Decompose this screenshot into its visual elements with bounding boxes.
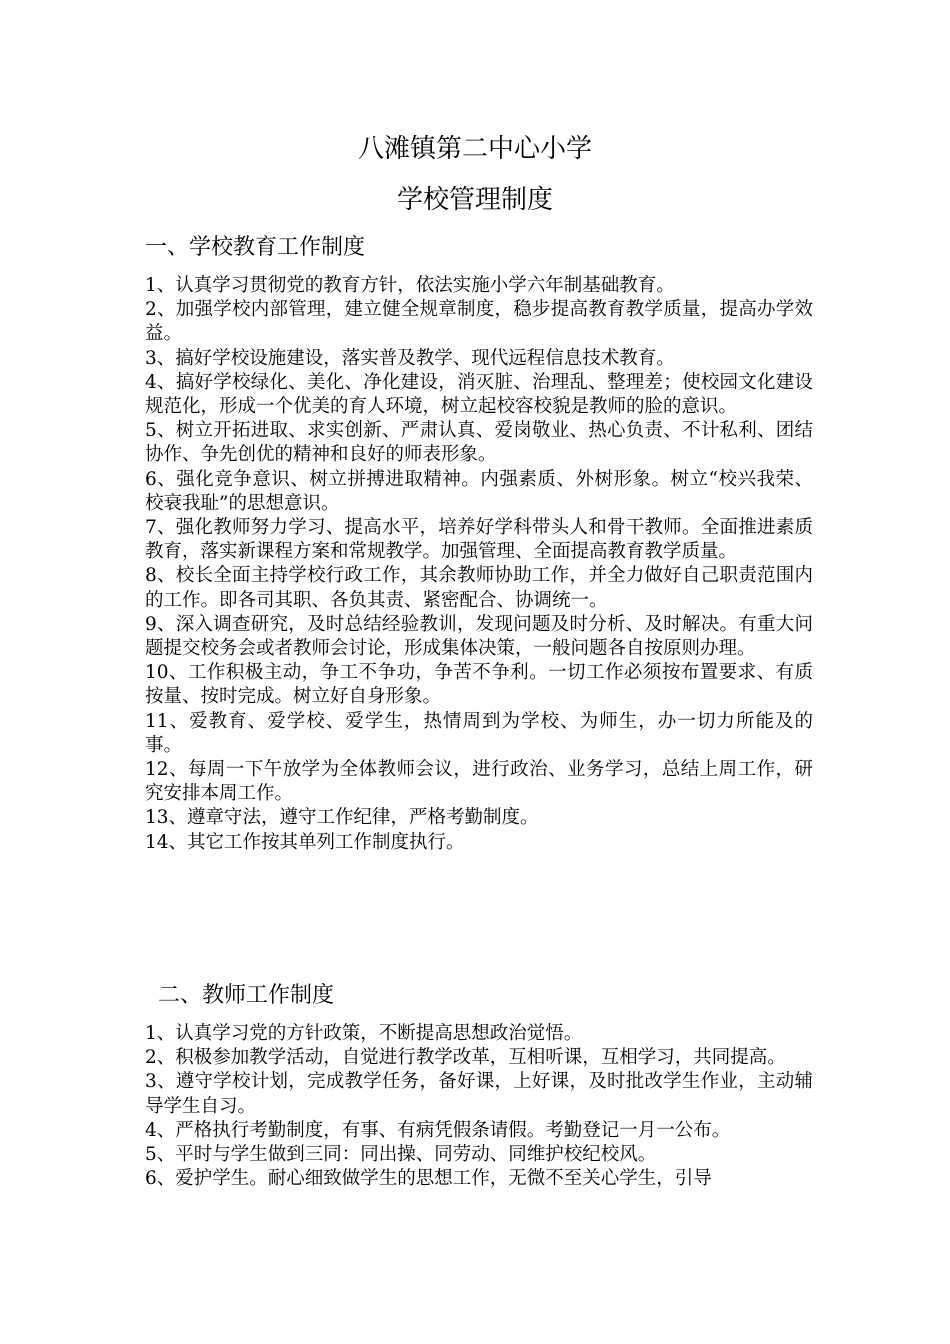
list-item: 1、认真学习党的方针政策，不断提高思想政治觉悟。 [145, 1023, 583, 1044]
list-item: 4、严格执行考勤制度，有事、有病凭假条请假。考勤登记一月一公布。 [145, 1119, 731, 1141]
list-item: 6、强化竞争意识、树立拼搏进取精神。内强素质、外树形象。树立“校兴我荣、校衰我耻”的思想意识。 [145, 468, 813, 514]
list-item: 13、遵章守法，遵守工作纪律，严格考勤制度。 [145, 807, 539, 829]
list-item: 3、搞好学校设施建设，落实普及教学、现代远程信息技术教育。 [145, 347, 675, 369]
list-item: 14、其它工作按其单列工作制度执行。 [145, 831, 465, 853]
list-item: 5、平时与学生做到三同：同出操、同劳动、同维护校纪校风。 [145, 1144, 657, 1166]
section-list-education-work [145, 274, 813, 855]
list-item: 8、校长全面主持学校行政工作，其余教师协助工作，并全力做好自己职责范围内的工作。即各司其职、各负其责、紧密配合、协调统一。 [145, 565, 813, 611]
list-item: 5、树立开拓进取、求实创新、严肃认真、爱岗敬业、热心负责、不计私利、团结协作、争先创优的精神和良好的师表形象。 [145, 420, 813, 466]
list-item: 10、工作积极主动，争工不争功，争苦不争利。一切工作必须按布置要求、有质按量、按时完成。树立好自身形象。 [145, 662, 813, 708]
list-item: 12、每周一下午放学为全体教师会议，进行政治、业务学习，总结上周工作，研究安排本周工作。 [145, 759, 813, 805]
document-title-school: 八滩镇第二中心小学 [357, 134, 592, 164]
section-list-teacher-work [145, 1022, 813, 1191]
list-item: 6、爱护学生。耐心细致做学生的思想工作，无微不至关心学生，引导 [145, 1168, 712, 1190]
list-item: 9、深入调查研究，及时总结经验教训，发现问题及时分析、及时解决。有重大问题提交校务会或者教师会讨论，形成集体决策，一般问题各自按原则办理。 [145, 613, 813, 660]
list-item: 11、爱教育、爱学校、爱学生，热情周到为学校、为师生，办一切力所能及的事。 [145, 710, 813, 756]
list-item: 4、搞好学校绿化、美化、净化建设，消灭脏、治理乱、整理差；使校园文化建设规范化，形成一个优美的育人环境，树立起校容校貌是教师的脸的意识。 [145, 371, 813, 418]
section-heading-education-work: 一、学校教育工作制度 [145, 235, 366, 260]
list-item: 3、遵守学校计划，完成教学任务，备好课，上好课，及时批改学生作业，主动辅导学生自习。 [145, 1071, 813, 1117]
list-item: 7、强化教师努力学习、提高水平，培养好学科带头人和骨干教师。全面推进素质教育，落实新课程方案和常规教学。加强管理、全面提高教育教学质量。 [145, 517, 813, 563]
section-heading-teacher-work: 二、教师工作制度 [158, 983, 335, 1008]
list-item: 2、积极参加教学活动，自觉进行教学改革，互相听课，互相学习，共同提高。 [145, 1047, 786, 1069]
list-item: 2、加强学校内部管理，建立健全规章制度，稳步提高教育教学质量，提高办学效益。 [145, 299, 813, 345]
list-item: 1、认真学习贯彻党的教育方针，依法实施小学六年制基础教育。 [145, 275, 675, 296]
document-title-subject: 学校管理制度 [396, 185, 553, 215]
